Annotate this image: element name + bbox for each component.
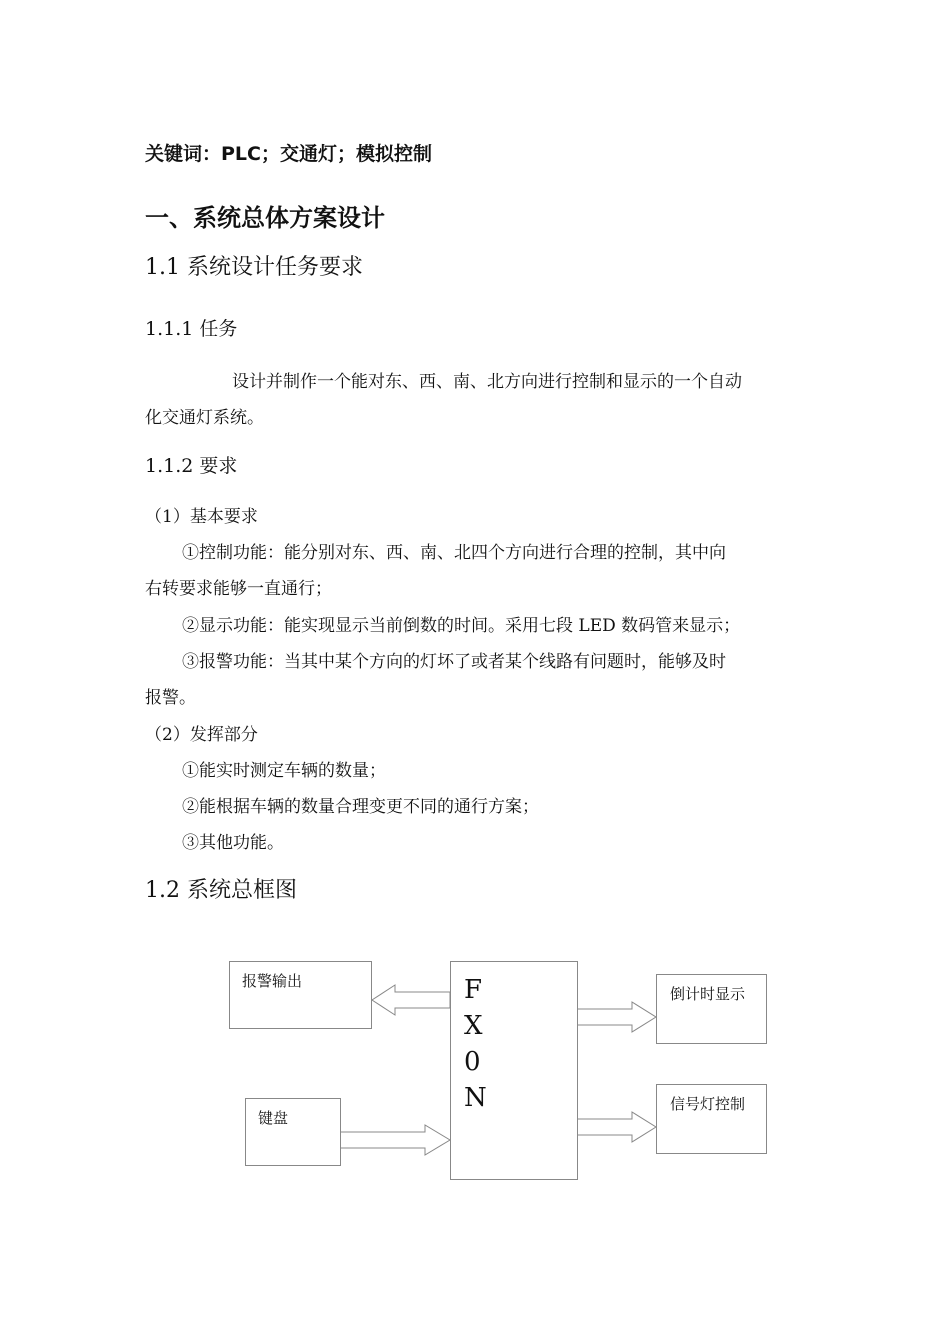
- extension-label: （2）发挥部分: [145, 725, 258, 745]
- countdown-display-box: [656, 974, 767, 1044]
- extension-item-3: ③其他功能。: [182, 833, 284, 853]
- alarm-output-box: [229, 961, 372, 1029]
- controller-letter: N: [464, 1083, 487, 1113]
- task-text-line2: 化交通灯系统。: [145, 408, 264, 428]
- arrow-from-keyboard: [340, 1125, 450, 1155]
- section-title: 一、系统总体方案设计: [145, 204, 385, 232]
- keywords-line: 关键词：PLC；交通灯；模拟控制: [145, 143, 432, 165]
- keyboard-box: [245, 1098, 341, 1166]
- keyboard-label: 键盘: [258, 1109, 289, 1127]
- requirement-control-line2: 右转要求能够一直通行；: [145, 579, 332, 599]
- arrow-to-alarm: [372, 985, 450, 1015]
- controller-letter: 0: [464, 1047, 481, 1077]
- requirements-heading: 1.1.2 要求: [145, 455, 238, 477]
- signal-control-box: [656, 1084, 767, 1154]
- task-heading: 1.1.1 任务: [145, 318, 238, 340]
- arrow-to-countdown: [577, 1002, 656, 1032]
- requirement-control-line1: ①控制功能：能分别对东、西、南、北四个方向进行合理的控制，其中向: [182, 543, 726, 563]
- requirement-display: ②显示功能：能实现显示当前倒数的时间。采用七段 LED 数码管来显示；: [182, 616, 741, 636]
- controller-letter: F: [464, 975, 483, 1005]
- subsection-title: 1.1 系统设计任务要求: [145, 255, 363, 280]
- basic-requirements-label: （1）基本要求: [145, 507, 258, 527]
- requirement-alarm-line1: ③报警功能：当其中某个方向的灯坏了或者某个线路有问题时，能够及时: [182, 652, 726, 672]
- block-diagram-title: 1.2 系统总框图: [145, 878, 297, 903]
- controller-letter: X: [464, 1011, 483, 1041]
- controller-box: [450, 961, 578, 1180]
- signal-control-label: 信号灯控制: [670, 1095, 746, 1113]
- extension-item-1: ①能实时测定车辆的数量；: [182, 761, 386, 781]
- task-text-line1: 设计并制作一个能对东、西、南、北方向进行控制和显示的一个自动: [232, 372, 742, 392]
- alarm-output-label: 报警输出: [242, 972, 303, 990]
- extension-item-2: ②能根据车辆的数量合理变更不同的通行方案；: [182, 797, 539, 817]
- controller-label: [464, 972, 487, 1116]
- arrow-to-signal: [577, 1112, 656, 1142]
- requirement-alarm-line2: 报警。: [145, 688, 196, 708]
- countdown-display-label: 倒计时显示: [670, 985, 746, 1003]
